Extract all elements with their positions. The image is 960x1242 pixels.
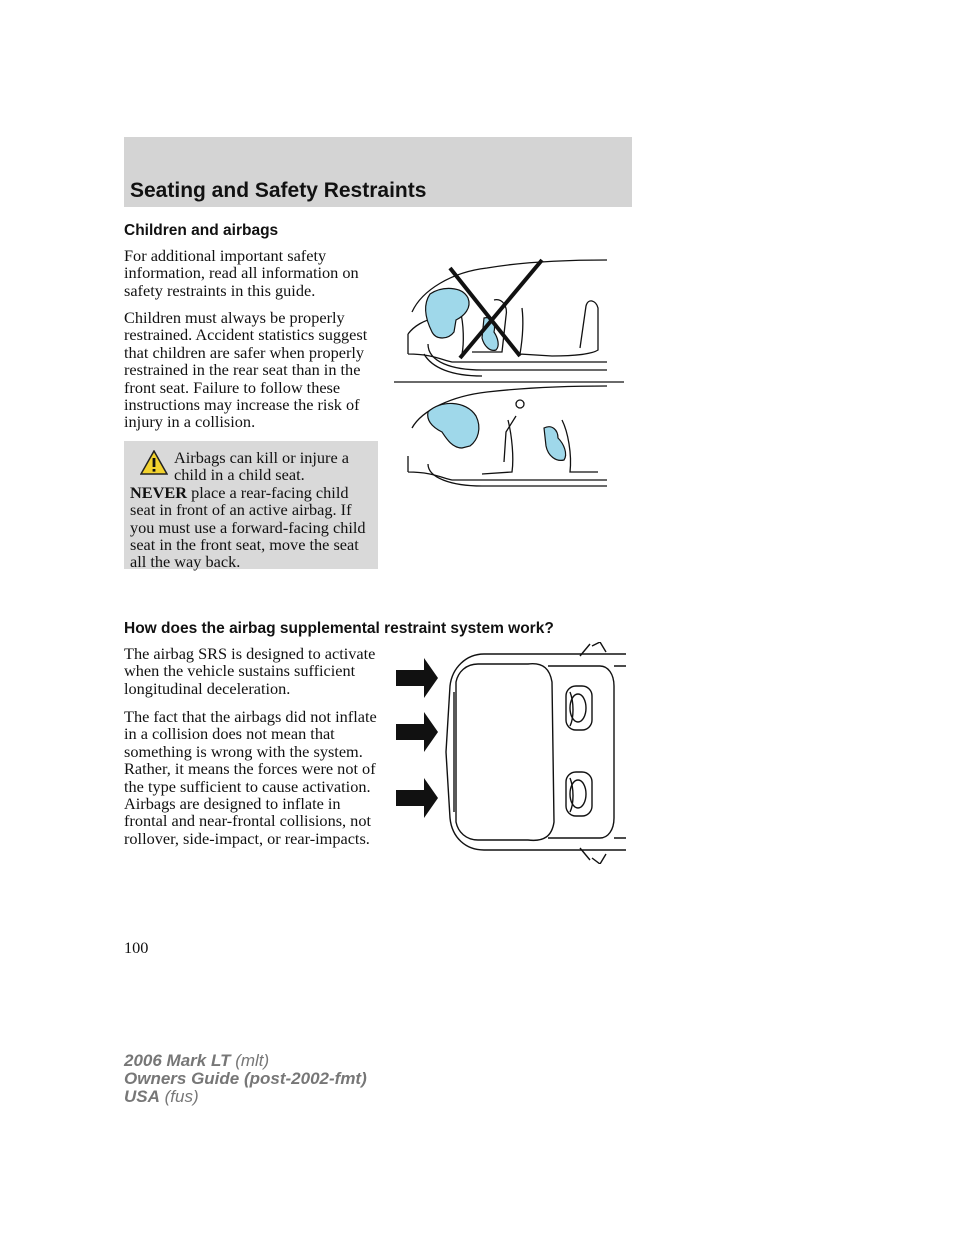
page-header (124, 137, 632, 207)
paragraph-safety-info: For additional important safety information, read all information on safety restraints in this guide. (124, 246, 359, 300)
impact-arrows (396, 658, 438, 818)
section-heading-how-airbag-works: How does the airbag supplemental restraint system work? (124, 620, 554, 637)
footer-region-code: (fus) (164, 1087, 199, 1106)
paragraph-airbags-not-inflate: The fact that the airbags did not inflate in a collision does not mean that something is wrong with the system. Rather, it means the forces were not of the type sufficient to cause activation. Airbags are designed to inflate in frontal and near-frontal collisions, not rollover, side-impact, or rear-impacts. (124, 707, 377, 848)
warning-box (124, 441, 378, 572)
footer-model: 2006 Mark LT (124, 1051, 231, 1070)
section-heading-children-airbags: Children and airbags (124, 222, 279, 239)
warning-text (130, 449, 376, 571)
child-seat-airbag-illustration (392, 250, 632, 490)
warning-never: NEVER (130, 482, 187, 502)
footer-guide: Owners Guide (post-2002-fmt) (124, 1069, 367, 1088)
page-title: Seating and Safety Restraints (130, 179, 427, 202)
frontal-impact-illustration (394, 642, 628, 864)
footer-model-code: (mlt) (235, 1051, 270, 1070)
page-number: 100 (124, 938, 149, 957)
footer-region: USA (124, 1087, 160, 1106)
paragraph-srs-designed: The airbag SRS is designed to activate when the vehicle sustains sufficient longitudinal deceleration. (124, 644, 376, 698)
warning-rest: place a rear-facing child seat in front of an active airbag. If you must use a forward-facing child seat in the front seat, move the seat all the way back. (130, 482, 366, 572)
paragraph-children-restrained: Children must always be properly restrained. Accident statistics suggest that children are safer when properly restrained in the rear seat than in the front seat. Failure to follow these instructions may increase the risk of injury in a collision. (124, 308, 368, 432)
document-footer (124, 1052, 367, 1106)
warning-line1: Airbags can kill or injure a child in a child seat. (174, 448, 349, 485)
